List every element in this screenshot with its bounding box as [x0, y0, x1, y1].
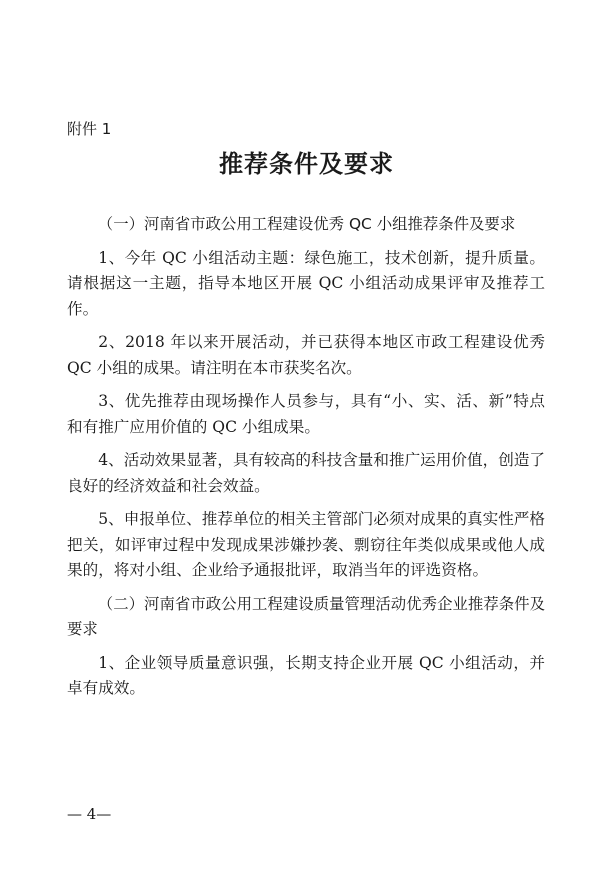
document-body	[67, 212, 545, 702]
section-2-item-1: 1、企业领导质量意识强，长期支持企业开展 QC 小组活动，并卓有成效。	[67, 653, 545, 697]
page-number: — 4—	[67, 805, 112, 823]
section-1-item-5: 5、申报单位、推荐单位的相关主管部门必须对成果的真实性严格把关，如评审过程中发现成果涉嫌抄袭、剽窃往年类似成果或他人成果的，将对小组、企业给予通报批评，取消当年的评选资格。	[67, 510, 545, 579]
attachment-label: 附件 1	[67, 120, 112, 138]
section-1-item-3: 3、优先推荐由现场操作人员参与，具有“小、实、活、新”特点和有推广应用价值的 QC 小组成果。	[67, 392, 545, 436]
section-1-item-2: 2、2018 年以来开展活动，并已获得本地区市政工程建设优秀 QC 小组的成果。请注明在本市获奖名次。	[67, 333, 545, 377]
document-title: 推荐条件及要求	[219, 150, 394, 178]
section-2-heading: （二）河南省市政公用工程建设质量管理活动优秀企业推荐条件及要求	[67, 594, 545, 638]
section-1-item-4: 4、活动效果显著，具有较高的科技含量和推广运用价值，创造了良好的经济效益和社会效益。	[67, 451, 545, 495]
section-1-heading: （一）河南省市政公用工程建设优秀 QC 小组推荐条件及要求	[97, 215, 516, 233]
section-1-item-1: 1、今年 QC 小组活动主题：绿色施工，技术创新，提升质量。请根据这一主题，指导本地区开展 QC 小组活动成果评审及推荐工作。	[67, 248, 545, 318]
